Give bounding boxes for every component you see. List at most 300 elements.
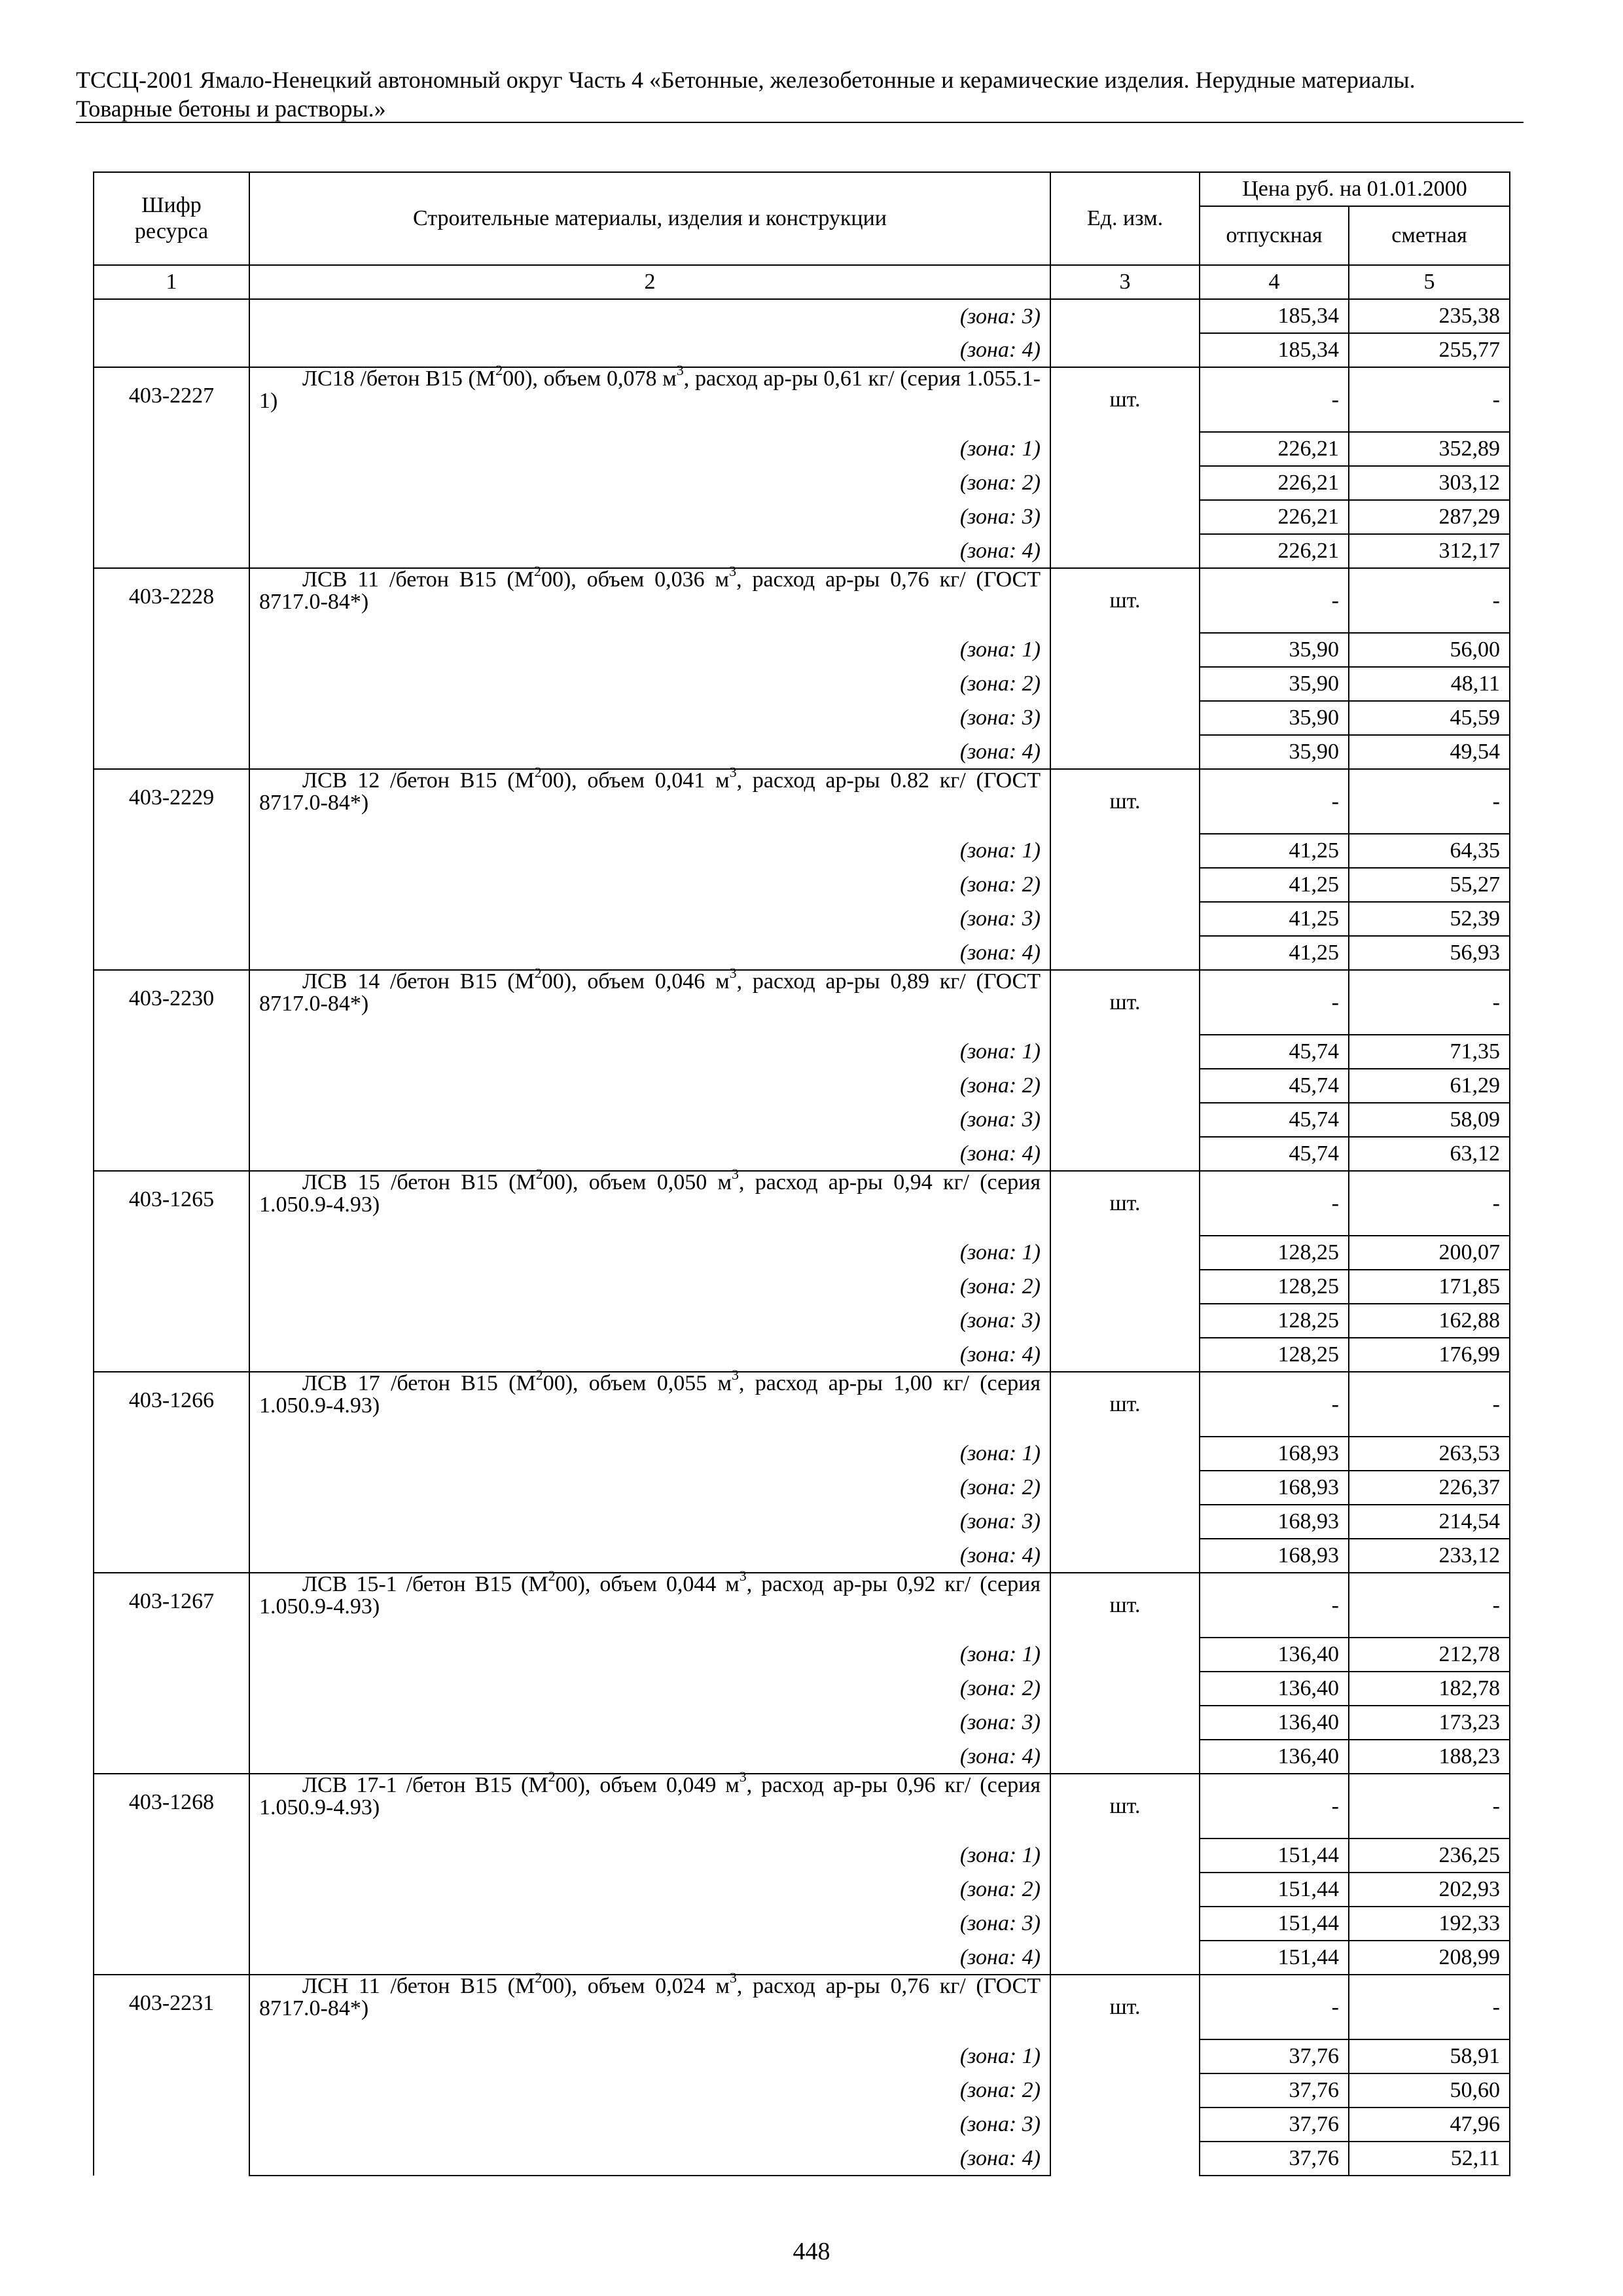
desc-text: 00), объем 0,036 м: [541, 567, 730, 592]
unit-of-measure: шт.: [1050, 568, 1200, 633]
desc-text: 00), объем 0,078 м: [503, 367, 677, 391]
zone-row: [94, 1236, 1510, 1270]
page-header: [76, 65, 1522, 123]
code-cell: [94, 1437, 249, 1471]
release-price: 35,90: [1200, 667, 1349, 701]
zone-row: [94, 1103, 1510, 1137]
zone-label: (зона: 1): [249, 1437, 1050, 1471]
zone-label: (зона: 4): [249, 735, 1050, 769]
unit-cell: [1050, 299, 1200, 333]
unit-cell: [1050, 432, 1200, 466]
estimate-price: -: [1349, 1573, 1510, 1638]
release-price: 226,21: [1200, 466, 1349, 500]
superscript: 3: [739, 1567, 747, 1584]
zone-row: [94, 2142, 1510, 2176]
zone-label: (зона: 3): [249, 1907, 1050, 1941]
desc-text: , расход ар-ры 0,61 кг/ (серия 1.055.1-1): [259, 367, 1041, 413]
column-number: 2: [249, 265, 1050, 299]
release-price: -: [1200, 1975, 1349, 2039]
estimate-price: 49,54: [1349, 735, 1510, 769]
zone-label: (зона: 3): [249, 1103, 1050, 1137]
estimate-price: -: [1349, 1975, 1510, 2039]
zone-label: (зона: 2): [249, 1069, 1050, 1103]
zone-row: [94, 1539, 1510, 1573]
desc-text: 00), объем 0,049 м: [555, 1773, 740, 1797]
item-row: [94, 367, 1510, 432]
unit-cell: [1050, 2108, 1200, 2142]
code-cell: [94, 2073, 249, 2108]
estimate-price: 226,37: [1349, 1471, 1510, 1505]
zone-label: (зона: 1): [249, 1839, 1050, 1873]
release-price: 37,76: [1200, 2073, 1349, 2108]
unit-cell: [1050, 466, 1200, 500]
zone-row: [94, 1638, 1510, 1672]
desc-text: ЛСВ 11 /бетон В15 (М: [302, 567, 534, 592]
release-price: 185,34: [1200, 299, 1349, 333]
col-code-header: Шифр ресурса: [94, 172, 249, 265]
zone-label: (зона: 4): [249, 1740, 1050, 1774]
zone-label: (зона: 3): [249, 701, 1050, 735]
page-number: 448: [793, 2238, 830, 2265]
col-unit-header: Ед. изм.: [1050, 172, 1200, 265]
zone-row: [94, 1505, 1510, 1539]
desc-text: , расход ар-ры 0,76 кг/ (ГОСТ 8717.0-84*): [259, 567, 1041, 614]
release-price: -: [1200, 568, 1349, 633]
desc-text: 00), объем 0,046 м: [541, 969, 730, 994]
unit-of-measure: шт.: [1050, 970, 1200, 1035]
desc-text: ЛСВ 15-1 /бетон В15 (М: [302, 1572, 548, 1596]
zone-row: [94, 500, 1510, 534]
code-cell: [94, 1035, 249, 1069]
code-cell: [94, 1236, 249, 1270]
desc-text: , расход ар-ры 0,89 кг/ (ГОСТ 8717.0-84*): [259, 969, 1041, 1016]
zone-label: (зона: 2): [249, 1471, 1050, 1505]
release-price: 151,44: [1200, 1907, 1349, 1941]
item-description: [249, 1768, 1050, 1839]
item-row: [94, 1573, 1510, 1638]
estimate-price: 63,12: [1349, 1137, 1510, 1171]
estimate-price: -: [1349, 970, 1510, 1035]
code-cell: [94, 2039, 249, 2073]
unit-cell: [1050, 936, 1200, 970]
column-number: 3: [1050, 265, 1200, 299]
code-cell: [94, 2108, 249, 2142]
release-price: 136,40: [1200, 1672, 1349, 1706]
zone-label: (зона: 4): [249, 1338, 1050, 1372]
item-description: [249, 1567, 1050, 1638]
estimate-price: 200,07: [1349, 1236, 1510, 1270]
code-cell: [94, 299, 249, 333]
unit-cell: [1050, 1035, 1200, 1069]
estimate-price: 58,91: [1349, 2039, 1510, 2073]
estimate-price: 263,53: [1349, 1437, 1510, 1471]
superscript: 2: [535, 1165, 543, 1182]
estimate-price: 182,78: [1349, 1672, 1510, 1706]
release-price: 136,40: [1200, 1638, 1349, 1672]
zone-label: (зона: 4): [249, 1941, 1050, 1975]
superscript: 2: [548, 1768, 556, 1785]
estimate-price: 55,27: [1349, 868, 1510, 902]
zone-label: (зона: 4): [249, 534, 1050, 568]
release-price: -: [1200, 970, 1349, 1035]
release-price: 37,76: [1200, 2142, 1349, 2176]
code-cell: [94, 1941, 249, 1975]
estimate-price: -: [1349, 568, 1510, 633]
zone-row: [94, 1941, 1510, 1975]
unit-cell: [1050, 500, 1200, 534]
code-cell: [94, 667, 249, 701]
zone-row: [94, 1672, 1510, 1706]
zone-label: (зона: 4): [249, 1539, 1050, 1573]
code-cell: [94, 333, 249, 367]
zone-row: [94, 534, 1510, 568]
code-cell: [94, 1304, 249, 1338]
column-number: 4: [1200, 265, 1349, 299]
zone-row: [94, 1839, 1510, 1873]
code-cell: [94, 1839, 249, 1873]
estimate-price: 162,88: [1349, 1304, 1510, 1338]
zone-label: (зона: 2): [249, 1270, 1050, 1304]
zone-row: [94, 1137, 1510, 1171]
code-cell: [94, 1740, 249, 1774]
zone-label: (зона: 3): [249, 902, 1050, 936]
zone-row: [94, 1873, 1510, 1907]
estimate-price: 45,59: [1349, 701, 1510, 735]
estimate-price: 176,99: [1349, 1338, 1510, 1372]
zone-row: [94, 868, 1510, 902]
desc-text: ЛСВ 12 /бетон В15 (М: [302, 768, 535, 793]
estimate-price: 212,78: [1349, 1638, 1510, 1672]
column-number-row: [94, 265, 1510, 299]
zone-label: (зона: 3): [249, 1505, 1050, 1539]
zone-label: (зона: 1): [249, 432, 1050, 466]
col-price-header: Цена руб. на 01.01.2000: [1200, 172, 1510, 206]
desc-text: ЛС18 /бетон В15 (М: [302, 367, 496, 391]
estimate-price: 233,12: [1349, 1539, 1510, 1573]
unit-cell: [1050, 1839, 1200, 1873]
desc-text: 00), объем 0,050 м: [543, 1170, 732, 1194]
header-line-1: ТССЦ-2001 Ямало-Ненецкий автономный округ Часть 4 «Бетонные, железобетонные и керамические изделия. Нерудные материалы.: [76, 67, 1416, 93]
zone-row: [94, 1437, 1510, 1471]
superscript: 2: [534, 964, 542, 981]
zone-row: [94, 2108, 1510, 2142]
code-cell: [94, 902, 249, 936]
code-cell: [94, 1338, 249, 1372]
unit-cell: [1050, 667, 1200, 701]
zone-label: (зона: 2): [249, 1873, 1050, 1907]
superscript: 3: [729, 1969, 737, 1986]
estimate-price: 48,11: [1349, 667, 1510, 701]
desc-text: 00), объем 0,044 м: [555, 1572, 740, 1596]
column-number: 1: [94, 265, 249, 299]
estimate-price: 208,99: [1349, 1941, 1510, 1975]
item-description: [249, 361, 1050, 432]
release-price: 45,74: [1200, 1035, 1349, 1069]
unit-cell: [1050, 534, 1200, 568]
zone-row: [94, 1706, 1510, 1740]
estimate-price: 235,38: [1349, 299, 1510, 333]
item-description: [249, 1969, 1050, 2039]
unit-cell: [1050, 1907, 1200, 1941]
release-price: 151,44: [1200, 1873, 1349, 1907]
zone-row: [94, 432, 1510, 466]
release-price: 226,21: [1200, 534, 1349, 568]
unit-of-measure: шт.: [1050, 1573, 1200, 1638]
superscript: 3: [731, 1165, 739, 1182]
estimate-price: 352,89: [1349, 432, 1510, 466]
superscript: 3: [739, 1768, 747, 1785]
unit-cell: [1050, 1672, 1200, 1706]
release-price: 35,90: [1200, 701, 1349, 735]
unit-cell: [1050, 1539, 1200, 1573]
resource-code: 403-2230: [94, 970, 249, 1035]
zone-label: (зона: 1): [249, 834, 1050, 868]
zone-label: (зона: 4): [249, 936, 1050, 970]
estimate-price: 202,93: [1349, 1873, 1510, 1907]
unit-cell: [1050, 1304, 1200, 1338]
col-desc-header: Строительные материалы, изделия и конструкции: [249, 172, 1050, 265]
desc-text: 00), объем 0,041 м: [541, 768, 730, 793]
zone-label: (зона: 1): [249, 1035, 1050, 1069]
resource-code: 403-1267: [94, 1573, 249, 1638]
release-price: -: [1200, 1372, 1349, 1437]
superscript: 3: [729, 763, 737, 780]
unit-cell: [1050, 701, 1200, 735]
unit-cell: [1050, 1437, 1200, 1471]
item-row: [94, 1975, 1510, 2039]
zone-label: (зона: 4): [249, 1137, 1050, 1171]
unit-cell: [1050, 1941, 1200, 1975]
estimate-price: 56,00: [1349, 633, 1510, 667]
item-row: [94, 568, 1510, 633]
release-price: 168,93: [1200, 1437, 1349, 1471]
unit-of-measure: шт.: [1050, 367, 1200, 432]
code-cell: [94, 1672, 249, 1706]
estimate-price: 61,29: [1349, 1069, 1510, 1103]
zone-label: (зона: 2): [249, 868, 1050, 902]
code-cell: [94, 701, 249, 735]
release-price: 128,25: [1200, 1270, 1349, 1304]
desc-text: ЛСВ 17-1 /бетон В15 (М: [302, 1773, 548, 1797]
unit-cell: [1050, 1471, 1200, 1505]
desc-text: ЛСВ 15 /бетон В15 (М: [302, 1170, 536, 1194]
estimate-price: -: [1349, 367, 1510, 432]
code-cell: [94, 1539, 249, 1573]
code-cell: [94, 1471, 249, 1505]
estimate-price: 192,33: [1349, 1907, 1510, 1941]
code-cell: [94, 1137, 249, 1171]
item-description: [249, 1366, 1050, 1437]
resource-code: 403-2229: [94, 769, 249, 834]
zone-label: (зона: 2): [249, 2073, 1050, 2108]
code-cell: [94, 936, 249, 970]
release-price: -: [1200, 367, 1349, 432]
zone-row: [94, 834, 1510, 868]
price-table: [93, 171, 1510, 2176]
release-price: 128,25: [1200, 1236, 1349, 1270]
desc-text: , расход ар-ры 1,00 кг/ (серия 1.050.9-4.93): [259, 1371, 1041, 1418]
item-row: [94, 1171, 1510, 1236]
zone-row: [94, 333, 1510, 367]
desc-text: ЛСВ 14 /бетон В15 (М: [302, 969, 535, 994]
zone-row: [94, 1471, 1510, 1505]
unit-cell: [1050, 1740, 1200, 1774]
unit-cell: [1050, 1103, 1200, 1137]
item-row: [94, 1774, 1510, 1839]
estimate-price: 173,23: [1349, 1706, 1510, 1740]
code-cell: [94, 466, 249, 500]
release-price: 41,25: [1200, 868, 1349, 902]
release-price: 136,40: [1200, 1706, 1349, 1740]
release-price: -: [1200, 1774, 1349, 1839]
code-cell: [94, 534, 249, 568]
unit-of-measure: шт.: [1050, 1171, 1200, 1236]
superscript: 3: [731, 1366, 739, 1383]
table-body: [94, 299, 1510, 2176]
resource-code: 403-2231: [94, 1975, 249, 2039]
zone-label: (зона: 3): [249, 1304, 1050, 1338]
unit-cell: [1050, 333, 1200, 367]
zone-row: [94, 701, 1510, 735]
zone-label: (зона: 1): [249, 2039, 1050, 2073]
release-price: 151,44: [1200, 1941, 1349, 1975]
unit-cell: [1050, 902, 1200, 936]
release-price: -: [1200, 1171, 1349, 1236]
item-row: [94, 769, 1510, 834]
release-price: 185,34: [1200, 333, 1349, 367]
estimate-price: 58,09: [1349, 1103, 1510, 1137]
code-cell: [94, 735, 249, 769]
unit-cell: [1050, 633, 1200, 667]
zone-row: [94, 735, 1510, 769]
estimate-price: 52,39: [1349, 902, 1510, 936]
release-price: 45,74: [1200, 1137, 1349, 1171]
code-cell: [94, 633, 249, 667]
unit-of-measure: шт.: [1050, 769, 1200, 834]
zone-label: (зона: 1): [249, 1236, 1050, 1270]
code-cell: [94, 868, 249, 902]
release-price: 128,25: [1200, 1304, 1349, 1338]
zone-label: (зона: 4): [249, 2142, 1050, 2176]
estimate-price: 303,12: [1349, 466, 1510, 500]
unit-cell: [1050, 834, 1200, 868]
code-cell: [94, 500, 249, 534]
unit-cell: [1050, 2039, 1200, 2073]
resource-code: 403-2227: [94, 367, 249, 432]
zone-label: (зона: 3): [249, 299, 1050, 333]
estimate-price: 255,77: [1349, 333, 1510, 367]
estimate-price: 236,25: [1349, 1839, 1510, 1873]
superscript: 3: [729, 562, 737, 579]
superscript: 3: [676, 361, 684, 378]
unit-cell: [1050, 1236, 1200, 1270]
superscript: 2: [535, 1969, 543, 1986]
code-cell: [94, 432, 249, 466]
release-price: 128,25: [1200, 1338, 1349, 1372]
estimate-price: 171,85: [1349, 1270, 1510, 1304]
unit-cell: [1050, 735, 1200, 769]
unit-cell: [1050, 1873, 1200, 1907]
estimate-price: 64,35: [1349, 834, 1510, 868]
desc-text: , расход ар-ры 0.82 кг/ (ГОСТ 8717.0-84*): [259, 768, 1041, 815]
release-price: 168,93: [1200, 1471, 1349, 1505]
release-price: 37,76: [1200, 2039, 1349, 2073]
resource-code: 403-2228: [94, 568, 249, 633]
unit-cell: [1050, 1338, 1200, 1372]
unit-cell: [1050, 1706, 1200, 1740]
item-row: [94, 1372, 1510, 1437]
item-description: [249, 562, 1050, 633]
unit-cell: [1050, 1505, 1200, 1539]
zone-label: (зона: 2): [249, 1672, 1050, 1706]
item-description: [249, 964, 1050, 1035]
release-price: -: [1200, 1573, 1349, 1638]
code-cell: [94, 1505, 249, 1539]
release-price: 45,74: [1200, 1069, 1349, 1103]
zone-row: [94, 1270, 1510, 1304]
zone-row: [94, 1338, 1510, 1372]
unit-cell: [1050, 1137, 1200, 1171]
code-cell: [94, 1873, 249, 1907]
desc-text: ЛСН 11 /бетон В15 (М: [302, 1974, 535, 1998]
unit-cell: [1050, 1270, 1200, 1304]
release-price: 37,76: [1200, 2108, 1349, 2142]
code-cell: [94, 1069, 249, 1103]
item-description: [249, 763, 1050, 834]
estimate-price: -: [1349, 1171, 1510, 1236]
resource-code: 403-1265: [94, 1171, 249, 1236]
zone-row: [94, 1907, 1510, 1941]
desc-text: , расход ар-ры 0,92 кг/ (серия 1.050.9-4.93): [259, 1572, 1041, 1619]
estimate-price: 47,96: [1349, 2108, 1510, 2142]
desc-text: , расход ар-ры 0,96 кг/ (серия 1.050.9-4.93): [259, 1773, 1041, 1820]
unit-of-measure: шт.: [1050, 1975, 1200, 2039]
estimate-price: -: [1349, 1774, 1510, 1839]
zone-label: (зона: 2): [249, 466, 1050, 500]
zone-label: (зона: 1): [249, 633, 1050, 667]
zone-label: (зона: 3): [249, 1706, 1050, 1740]
item-row: [94, 970, 1510, 1035]
unit-cell: [1050, 2073, 1200, 2108]
zone-row: [94, 902, 1510, 936]
unit-cell: [1050, 1638, 1200, 1672]
release-price: 41,25: [1200, 834, 1349, 868]
code-cell: [94, 834, 249, 868]
zone-row: [94, 936, 1510, 970]
release-price: -: [1200, 769, 1349, 834]
release-price: 151,44: [1200, 1839, 1349, 1873]
superscript: 2: [548, 1567, 556, 1584]
desc-text: , расход ар-ры 0,76 кг/ (ГОСТ 8717.0-84*): [259, 1974, 1041, 2020]
desc-text: ЛСВ 17 /бетон В15 (М: [302, 1371, 536, 1395]
zone-row: [94, 2073, 1510, 2108]
release-price: 35,90: [1200, 735, 1349, 769]
header-line-2: Товарные бетоны и растворы.»: [76, 96, 386, 122]
superscript: 2: [533, 562, 541, 579]
header-row: [94, 172, 1510, 206]
estimate-price: 188,23: [1349, 1740, 1510, 1774]
header-rule: [76, 122, 1524, 123]
release-price: 41,25: [1200, 936, 1349, 970]
desc-text: 00), объем 0,024 м: [542, 1974, 730, 1998]
estimate-price: 287,29: [1349, 500, 1510, 534]
zone-row: [94, 299, 1510, 333]
superscript: 2: [535, 1366, 543, 1383]
release-price: 35,90: [1200, 633, 1349, 667]
unit-of-measure: шт.: [1050, 1774, 1200, 1839]
code-cell: [94, 1706, 249, 1740]
release-price: 136,40: [1200, 1740, 1349, 1774]
